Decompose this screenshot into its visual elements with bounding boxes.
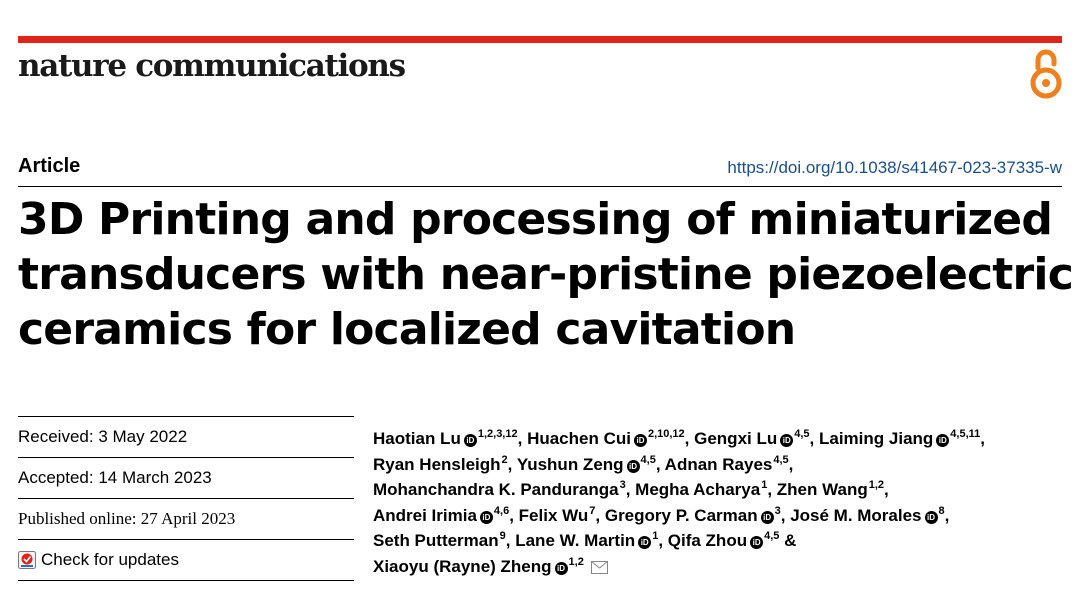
author-line: Seth Putterman$^9$, Lane W. Martin $iD^1$, Qifa Zhou iD$^{4,5}$ & [373,530,797,551]
author-affiliation: 1,2 [568,555,584,568]
check-for-updates-icon [18,551,36,569]
author-name[interactable]: Zhen Wang [776,480,868,500]
check-for-updates-label[interactable]: Check for updates [41,550,179,569]
check-for-updates[interactable] [18,539,354,581]
title-line: ceramics for localized cavitation [18,304,796,355]
author-affiliation: 9 [499,530,506,543]
journal-name: nature communications [18,48,405,84]
orcid-icon[interactable]: iD [750,536,763,549]
author-affiliation: 1 [761,479,768,492]
author-affiliation: 3 [774,504,781,517]
author-affiliation: 4,5 [773,453,789,466]
author-affiliation: 4,6 [493,504,510,517]
mail-icon[interactable] [591,561,608,574]
author-line: Mohanchandra K. Panduranga$^3$, Megha Acharya$^1$, Zhen Wang$^{1,2}$, [373,479,889,500]
orcid-icon[interactable]: iD [464,434,477,447]
author-name[interactable]: Gengxi Lu [694,429,778,448]
orcid-icon[interactable]: iD [936,434,949,447]
received-date: Received: 3 May 2022 [18,416,354,457]
author-line [373,554,1063,580]
orcid-icon[interactable]: iD [480,511,493,524]
author-affiliation: 4,5 [794,428,810,440]
author-name[interactable]: Gregory P. Carman [604,505,758,525]
author-line: Ryan Hensleigh$^2$, Yushun Zeng iD$^{4,5}$, Adnan Rayes$^{4,5}$, [373,453,794,474]
author-affiliation: 8 [938,504,945,517]
article-title [18,192,1078,357]
author-affiliation: 4,5,11 [950,428,981,440]
orcid-icon[interactable]: iD [634,434,647,447]
orcid-icon[interactable]: iD [761,511,774,524]
author-name[interactable]: Mohanchandra K. Panduranga [373,480,619,500]
author-name[interactable]: Haotian Lu [373,429,461,448]
author-name[interactable]: Megha Acharya [635,480,761,500]
author-name[interactable]: Adnan Rayes [664,454,773,474]
author-name[interactable]: Lane W. Martin [515,531,636,551]
orcid-icon[interactable]: iD [780,434,793,447]
author-affiliation: 4,5 [764,530,780,543]
header-divider [18,186,1062,187]
orcid-icon[interactable]: iD [627,460,640,473]
author-name[interactable]: Ryan Hensleigh [373,454,501,474]
orcid-icon[interactable]: iD [638,536,651,549]
author-name[interactable]: Andrei Irimia [373,505,477,525]
author-name[interactable]: Seth Putterman [373,531,499,551]
title-line: 3D Printing and processing of miniaturized [18,194,1053,245]
author-affiliation: 3 [619,479,626,492]
orcid-icon[interactable]: iD [555,562,568,575]
author-affiliation: 2,10,12 [647,428,685,440]
author-affiliation: 1,2,3,12 [477,428,518,440]
title-line: transducers with near-pristine piezoelectric [18,249,1073,300]
orcid-icon[interactable]: iD [925,511,938,524]
article-dates [18,416,354,581]
accepted-date: Accepted: 14 March 2023 [18,457,354,498]
author-name[interactable]: Qifa Zhou [667,531,748,551]
author-affiliation: 7 [589,504,596,517]
author-line: Haotian Lu iD$^{1,2,3,12}$, Huachen Cui iD$^{2,10,12}$, Gengxi Lu iD$^{4,5}$, Laiming Jiang iD$^{4,5,11}$, [373,428,986,448]
author-name[interactable]: Huachen Cui [527,429,631,448]
article-type: Article [18,155,81,177]
author-line: Andrei Irimia iD$^{4,6}$, Felix Wu$^7$, Gregory P. Carman $iD^3$, José M. Morales $iD^8$, [373,504,950,525]
author-name[interactable]: Laiming Jiang [819,429,934,448]
author-name[interactable]: Xiaoyu (Rayne) Zheng [373,556,552,576]
author-list [373,426,1063,580]
author-name[interactable]: José M. Morales [790,505,922,525]
journal-accent-bar [18,36,1062,43]
author-affiliation: 1,2 [868,479,885,492]
author-name[interactable]: Yushun Zeng [516,454,624,474]
open-access-lock-icon [1029,48,1063,100]
doi-link[interactable]: https://doi.org/10.1038/s41467-023-37335-w [727,158,1062,177]
published-date: Published online: 27 April 2023 [18,498,354,539]
author-name[interactable]: Felix Wu [518,505,589,525]
author-affiliation: 4,5 [640,453,656,466]
author-affiliation: 1 [652,530,659,543]
author-affiliation: 2 [501,453,508,466]
